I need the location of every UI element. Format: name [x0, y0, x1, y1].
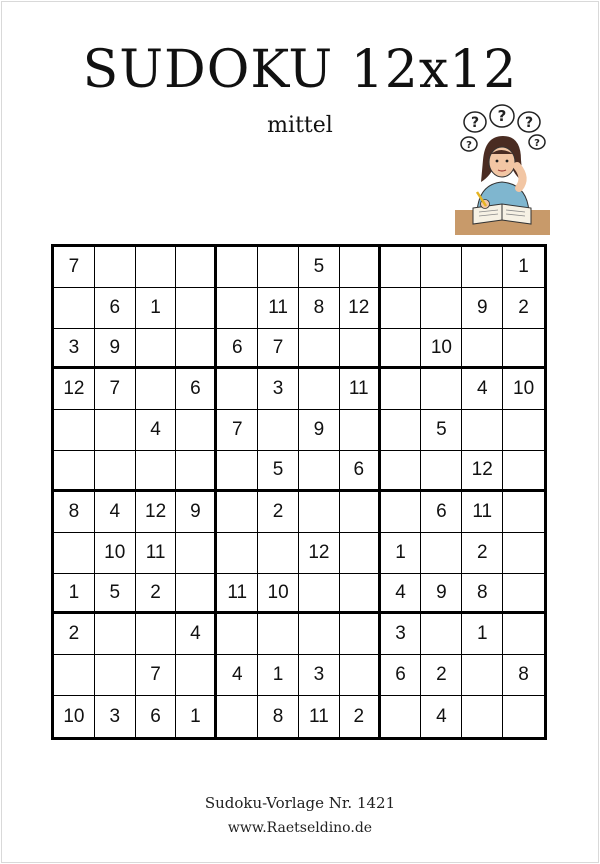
sudoku-cell[interactable]: [299, 451, 340, 492]
sudoku-cell[interactable]: [299, 369, 340, 410]
sudoku-cell[interactable]: 12: [462, 451, 503, 492]
sudoku-cell[interactable]: [421, 288, 462, 329]
sudoku-cell[interactable]: [176, 533, 217, 574]
sudoku-cell[interactable]: 6: [176, 369, 217, 410]
sudoku-cell[interactable]: 4: [462, 369, 503, 410]
sudoku-cell[interactable]: [381, 247, 422, 288]
sudoku-cell[interactable]: [381, 696, 422, 737]
sudoku-cell[interactable]: 7: [136, 655, 177, 696]
sudoku-cell[interactable]: 6: [136, 696, 177, 737]
sudoku-cell[interactable]: [54, 655, 95, 696]
sudoku-cell[interactable]: 10: [54, 696, 95, 737]
sudoku-cell[interactable]: 7: [95, 369, 136, 410]
sudoku-cell[interactable]: [54, 288, 95, 329]
sudoku-cell[interactable]: 11: [217, 574, 258, 615]
sudoku-cell[interactable]: [176, 655, 217, 696]
svg-text:?: ?: [534, 138, 540, 149]
sudoku-cell[interactable]: [381, 329, 422, 370]
sudoku-cell[interactable]: 4: [381, 574, 422, 615]
sudoku-cell[interactable]: 5: [299, 247, 340, 288]
sudoku-cell[interactable]: [340, 329, 381, 370]
sudoku-cell[interactable]: [381, 451, 422, 492]
sudoku-cell[interactable]: 12: [340, 288, 381, 329]
sudoku-cell[interactable]: [503, 410, 544, 451]
sudoku-cell[interactable]: [54, 533, 95, 574]
sudoku-cell[interactable]: [299, 492, 340, 533]
sudoku-cell[interactable]: [258, 533, 299, 574]
sudoku-cell[interactable]: [421, 533, 462, 574]
sudoku-cell[interactable]: 4: [217, 655, 258, 696]
sudoku-cell[interactable]: 2: [136, 574, 177, 615]
sudoku-cell[interactable]: [340, 655, 381, 696]
sudoku-cell[interactable]: [503, 492, 544, 533]
sudoku-cell[interactable]: 8: [54, 492, 95, 533]
sudoku-cell[interactable]: [95, 655, 136, 696]
sudoku-cell[interactable]: 1: [136, 288, 177, 329]
sudoku-cell[interactable]: 1: [503, 247, 544, 288]
sudoku-cell[interactable]: [176, 410, 217, 451]
sudoku-cell[interactable]: [217, 288, 258, 329]
sudoku-cell[interactable]: [299, 574, 340, 615]
sudoku-cell[interactable]: [258, 410, 299, 451]
sudoku-cell[interactable]: 8: [503, 655, 544, 696]
svg-text:?: ?: [497, 107, 507, 125]
sudoku-cell[interactable]: 10: [95, 533, 136, 574]
sudoku-cell[interactable]: [176, 247, 217, 288]
sudoku-cell[interactable]: 4: [95, 492, 136, 533]
sudoku-cell[interactable]: [503, 696, 544, 737]
sudoku-cell[interactable]: 5: [95, 574, 136, 615]
sudoku-cell[interactable]: 3: [95, 696, 136, 737]
sudoku-cell[interactable]: [340, 533, 381, 574]
sudoku-cell[interactable]: [503, 614, 544, 655]
sudoku-cell[interactable]: 3: [258, 369, 299, 410]
sudoku-cell[interactable]: 12: [136, 492, 177, 533]
svg-text:?: ?: [470, 115, 480, 131]
sudoku-cell[interactable]: [136, 329, 177, 370]
sudoku-cell[interactable]: 8: [462, 574, 503, 615]
sudoku-cell[interactable]: 9: [421, 574, 462, 615]
svg-text:?: ?: [524, 115, 534, 131]
sudoku-cell[interactable]: [217, 492, 258, 533]
sudoku-cell[interactable]: [136, 247, 177, 288]
sudoku-cell[interactable]: 9: [299, 410, 340, 451]
sudoku-cell[interactable]: [217, 614, 258, 655]
sudoku-cell[interactable]: [95, 410, 136, 451]
sudoku-cell[interactable]: 11: [299, 696, 340, 737]
sudoku-cell[interactable]: [299, 614, 340, 655]
sudoku-cell[interactable]: [217, 533, 258, 574]
sudoku-cell[interactable]: 4: [176, 614, 217, 655]
sudoku-cell[interactable]: [462, 247, 503, 288]
sudoku-cell[interactable]: 10: [503, 369, 544, 410]
sudoku-cell[interactable]: [462, 655, 503, 696]
sudoku-cell[interactable]: [340, 410, 381, 451]
sudoku-cell[interactable]: 2: [421, 655, 462, 696]
sudoku-cell[interactable]: [340, 492, 381, 533]
sudoku-cell[interactable]: 9: [95, 329, 136, 370]
sudoku-cell[interactable]: 7: [258, 329, 299, 370]
sudoku-cell[interactable]: [421, 614, 462, 655]
sudoku-cell[interactable]: 2: [54, 614, 95, 655]
sudoku-cell[interactable]: 7: [217, 410, 258, 451]
page-title: SUDOKU 12x12: [82, 40, 518, 100]
sudoku-cell[interactable]: [95, 247, 136, 288]
sudoku-cell[interactable]: [421, 369, 462, 410]
sudoku-cell[interactable]: 1: [258, 655, 299, 696]
sudoku-cell[interactable]: 6: [421, 492, 462, 533]
sudoku-cell[interactable]: [136, 451, 177, 492]
sudoku-cell[interactable]: [503, 329, 544, 370]
sudoku-cell[interactable]: 6: [95, 288, 136, 329]
sudoku-cell[interactable]: [54, 410, 95, 451]
sudoku-cell[interactable]: 3: [299, 655, 340, 696]
sudoku-cell[interactable]: 4: [421, 696, 462, 737]
sudoku-cell[interactable]: [462, 410, 503, 451]
sudoku-cell[interactable]: [462, 696, 503, 737]
sudoku-cell[interactable]: 12: [299, 533, 340, 574]
thinking-woman-with-question-marks-icon: [455, 104, 550, 235]
sudoku-cell[interactable]: [136, 369, 177, 410]
sudoku-cell[interactable]: 3: [54, 329, 95, 370]
sudoku-cell[interactable]: [421, 247, 462, 288]
sudoku-cell[interactable]: [176, 451, 217, 492]
sudoku-cell[interactable]: [381, 288, 422, 329]
sudoku-cell[interactable]: [340, 614, 381, 655]
sudoku-cell[interactable]: [217, 451, 258, 492]
sudoku-cell[interactable]: [136, 614, 177, 655]
sudoku-cell[interactable]: 12: [54, 369, 95, 410]
sudoku-grid: [51, 244, 547, 740]
sudoku-cell[interactable]: 5: [258, 451, 299, 492]
sudoku-cell[interactable]: 6: [340, 451, 381, 492]
sudoku-cell[interactable]: [176, 574, 217, 615]
sudoku-cell[interactable]: [340, 574, 381, 615]
sudoku-cell[interactable]: 4: [136, 410, 177, 451]
sudoku-cell[interactable]: 2: [462, 533, 503, 574]
sudoku-cell[interactable]: 3: [381, 614, 422, 655]
sudoku-cell[interactable]: [421, 451, 462, 492]
sudoku-cell[interactable]: [340, 247, 381, 288]
sudoku-cell[interactable]: 6: [217, 329, 258, 370]
sudoku-cell[interactable]: 11: [340, 369, 381, 410]
sudoku-cell[interactable]: 11: [258, 288, 299, 329]
sudoku-cell[interactable]: [54, 451, 95, 492]
sudoku-cell[interactable]: [258, 614, 299, 655]
sudoku-cell[interactable]: [503, 533, 544, 574]
sudoku-cell[interactable]: 2: [258, 492, 299, 533]
sudoku-cell[interactable]: 8: [258, 696, 299, 737]
sudoku-cell[interactable]: [381, 410, 422, 451]
svg-text:?: ?: [466, 140, 472, 151]
sudoku-cell[interactable]: [381, 369, 422, 410]
sudoku-cell[interactable]: 10: [421, 329, 462, 370]
sudoku-cell[interactable]: 1: [176, 696, 217, 737]
sudoku-cell[interactable]: 9: [462, 288, 503, 329]
sudoku-cell[interactable]: 1: [54, 574, 95, 615]
sudoku-cell[interactable]: [217, 247, 258, 288]
sudoku-cell[interactable]: [217, 369, 258, 410]
sudoku-cell[interactable]: [462, 329, 503, 370]
sudoku-cell[interactable]: [176, 329, 217, 370]
sudoku-cell[interactable]: 5: [421, 410, 462, 451]
sudoku-cell[interactable]: [299, 329, 340, 370]
sudoku-cell[interactable]: [503, 574, 544, 615]
sudoku-cell[interactable]: [381, 492, 422, 533]
sudoku-cell[interactable]: [503, 451, 544, 492]
sudoku-cell[interactable]: [217, 696, 258, 737]
sudoku-cell[interactable]: 6: [381, 655, 422, 696]
sudoku-cell[interactable]: [258, 247, 299, 288]
sudoku-cell[interactable]: 11: [136, 533, 177, 574]
difficulty-label: mittel: [267, 113, 333, 138]
sudoku-cell[interactable]: 8: [299, 288, 340, 329]
sudoku-cell[interactable]: 2: [340, 696, 381, 737]
sudoku-cell[interactable]: 9: [176, 492, 217, 533]
sudoku-cell[interactable]: 7: [54, 247, 95, 288]
sudoku-cell[interactable]: [95, 451, 136, 492]
sudoku-cell[interactable]: 1: [462, 614, 503, 655]
template-number-label: Sudoku-Vorlage Nr. 1421: [204, 794, 396, 812]
sudoku-cell[interactable]: [95, 614, 136, 655]
sudoku-cell[interactable]: 11: [462, 492, 503, 533]
sudoku-cell[interactable]: [176, 288, 217, 329]
sudoku-cell[interactable]: 1: [381, 533, 422, 574]
sudoku-cell[interactable]: 10: [258, 574, 299, 615]
website-label: www.Raetseldino.de: [227, 820, 373, 836]
sudoku-cell[interactable]: 2: [503, 288, 544, 329]
